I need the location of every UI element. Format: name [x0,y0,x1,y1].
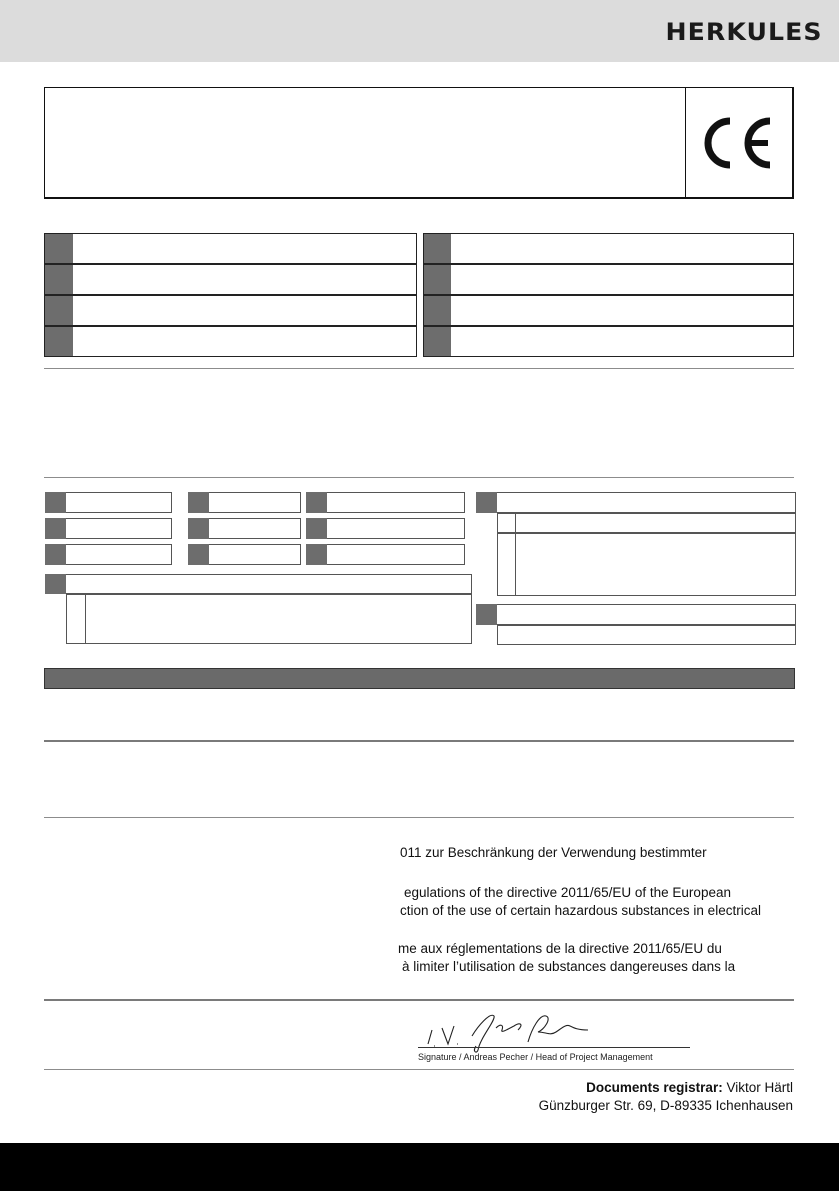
standard-detail-box [66,594,472,644]
row-marker [424,234,451,263]
field-marker [306,544,327,565]
standard-detail-box [497,513,796,533]
field-marker [45,518,66,539]
row-marker [424,296,451,325]
directive-row [44,326,417,357]
field-marker [45,574,66,594]
divider [44,740,794,742]
rohs-text-en-2: ction of the use of certain hazardous substances in electrical [400,903,761,918]
rohs-text-de: 011 zur Beschränkung der Verwendung bestimmter [400,845,707,860]
standard-field [476,604,796,625]
row-marker [45,296,73,325]
standard-field [45,574,472,594]
standard-detail-index [66,594,86,644]
standard-detail-box [497,533,796,596]
title-box [44,87,794,199]
directive-row [44,233,417,264]
field-marker [45,544,66,565]
brand-logo: HERKULES [665,18,823,46]
signature-caption: Signature / Andreas Pecher / Head of Project Management [418,1052,653,1062]
row-marker [45,265,73,294]
row-marker [45,234,73,263]
section-bar [44,668,795,689]
row-marker [45,327,73,356]
field-marker [188,544,209,565]
field-marker [45,492,66,513]
directive-row [423,326,794,357]
standard-field [476,492,796,513]
standard-field [306,518,465,539]
rohs-text-fr-2: à limiter l’utilisation de substances dangereuses dans la [402,959,736,974]
standard-field [306,492,465,513]
divider [44,368,794,369]
standard-detail-index [497,513,516,533]
standard-field [306,544,465,565]
directive-row [423,233,794,264]
footer-band [0,1143,839,1191]
standard-detail-index [497,533,516,596]
signature-line [418,1047,690,1048]
directive-row [44,264,417,295]
directive-row [44,295,417,326]
divider [44,999,794,1001]
row-marker [424,327,451,356]
registrar-address: Günzburger Str. 69, D-89335 Ichenhausen [538,1098,793,1113]
rohs-text-en-1: egulations of the directive 2011/65/EU of the European [404,885,731,900]
divider [44,1069,794,1070]
registrar-label: Documents registrar: [586,1080,723,1095]
field-marker [306,518,327,539]
row-marker [424,265,451,294]
registrar-name: Viktor Härtl [726,1080,793,1095]
field-marker [188,518,209,539]
field-marker [188,492,209,513]
field-marker [476,492,497,513]
standard-detail-box [497,625,796,645]
field-marker [476,604,497,625]
directive-row [423,264,794,295]
divider [44,477,794,478]
ce-mark-icon [700,113,778,173]
directive-row [423,295,794,326]
field-marker [306,492,327,513]
rohs-text-fr-1: me aux réglementations de la directive 2011/65/EU du [398,941,722,956]
divider [44,817,794,818]
registrar-line [586,1080,793,1095]
